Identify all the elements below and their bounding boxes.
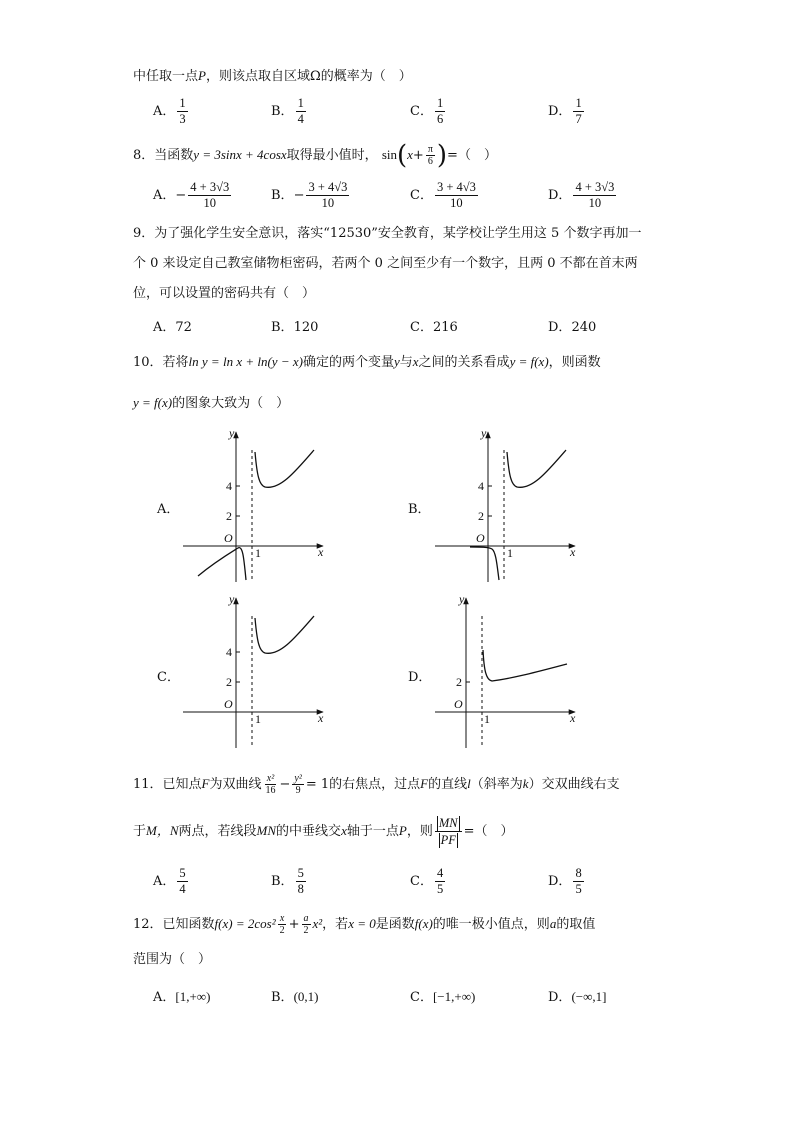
graph-a-tick-1: 1 — [255, 546, 261, 560]
graph-a-right-branch — [255, 450, 314, 487]
q8-option-a[interactable]: A．− $\frac{4 + 3√3}{10}$ — [153, 180, 230, 210]
graph-label-c[interactable]: C． — [157, 670, 180, 685]
graph-c-tick-4: 4 — [226, 645, 232, 659]
q8-option-b[interactable]: B．− $\frac{3 + 4√3}{10}$ — [271, 180, 348, 210]
q7-option-b[interactable]: B． $\frac{1}{4}$ — [271, 96, 304, 126]
q9-line-1: 9．为了强化学生安全意识，落实“12530”安全教育，某学校让学生用这 5 个数字再加一 — [133, 226, 642, 241]
graph-b-x-label: x — [570, 545, 576, 559]
graph-b-left-branch — [470, 547, 499, 580]
graph-b-tick-1: 1 — [507, 546, 513, 560]
graph-a-tick-4: 4 — [226, 479, 232, 493]
graph-d-tick-1: 1 — [484, 712, 490, 726]
graph-a — [183, 426, 324, 582]
graph-a-y-label: y — [229, 426, 235, 440]
graph-b-origin: O — [476, 531, 485, 545]
graph-c-y-label: y — [229, 592, 235, 606]
q12-option-b[interactable]: B．(0,1) — [271, 989, 319, 1005]
q7-stem: 中任取一点P，则该点取自区域Ω的概率为（ ） — [133, 68, 412, 84]
graph-b — [435, 426, 576, 582]
q9-line-3: 位，可以设置的密码共有（ ） — [133, 286, 316, 301]
q11-line-2: 于M，N两点，若线段MN的中垂线交x轴于一点P，则 $\frac{MN}{PF}$ =（ ） — [133, 816, 514, 847]
graph-d-tick-2: 2 — [456, 675, 462, 689]
graph-c-x-label: x — [318, 711, 324, 725]
graph-c-tick-2: 2 — [226, 675, 232, 689]
graph-c-origin: O — [224, 697, 233, 711]
q9-line-2: 个 0 来设定自己教室储物柜密码，若两个 0 之间至少有一个数字，且两 0 不都在首末两 — [133, 256, 638, 271]
q9-option-b[interactable]: B．120 — [271, 320, 319, 335]
graph-a-x-label: x — [318, 545, 324, 559]
q11-option-d[interactable]: D． $\frac{8}{5}$ — [548, 866, 582, 896]
graph-d-origin: O — [454, 697, 463, 711]
graph-label-a[interactable]: A． — [157, 502, 180, 517]
q12-line-2: 范围为（ ） — [133, 952, 212, 967]
q7-option-a[interactable]: A． $\frac{1}{3}$ — [153, 96, 186, 126]
graph-a-tick-2: 2 — [226, 509, 232, 523]
graph-d-curve — [483, 650, 567, 681]
graph-a-origin: O — [224, 531, 233, 545]
graph-b-tick-2: 2 — [478, 509, 484, 523]
q8-stem: 8．当函数y = 3sinx + 4cosx取得最小值时， sin(x+ $\frac{\pi}{6}$ )=（ ） — [133, 140, 497, 171]
graph-c — [183, 592, 324, 748]
graph-a-left-branch — [198, 548, 246, 580]
q9-option-d[interactable]: D．240 — [548, 320, 597, 335]
q11-option-a[interactable]: A． $\frac{5}{4}$ — [153, 866, 186, 896]
graph-b-right-branch — [507, 450, 566, 487]
q12-line-1: 12．已知函数f(x) = 2cos² $\frac{x}{2}$ + $\frac{a}{2}$ x²，若x = 0是函数f(x)的唯一极小值点，则a的取值 — [133, 913, 596, 936]
q7-option-d[interactable]: D． $\frac{1}{7}$ — [548, 96, 582, 126]
q9-option-a[interactable]: A．72 — [153, 320, 192, 335]
q11-line-1: 11．已知点F为双曲线 $\frac{\text{x²}}{16}$ − $\frac{\text{y²}}{9}$ = 1的右焦点，过点F的直线l（斜率为k）交双曲线右支 — [133, 773, 620, 796]
graph-d-y-label: y — [459, 592, 465, 606]
graph-d-x-label: x — [570, 711, 576, 725]
graph-label-b[interactable]: B． — [408, 502, 431, 517]
graph-b-tick-4: 4 — [478, 479, 484, 493]
q9-option-c[interactable]: C．216 — [410, 320, 458, 335]
q11-option-c[interactable]: C． $\frac{4}{5}$ — [410, 866, 444, 896]
graph-c-curve — [255, 616, 314, 653]
q8-option-d[interactable]: D． $\frac{4 + 3√3}{10}$ — [548, 180, 615, 210]
graph-c-tick-1: 1 — [255, 712, 261, 726]
graph-d — [435, 592, 576, 748]
q8-option-c[interactable]: C． $\frac{3 + 4√3}{10}$ — [410, 180, 476, 210]
q11-option-b[interactable]: B． $\frac{5}{8}$ — [271, 866, 304, 896]
q10-line-1: 10．若将ln y = ln x + ln(y − x)确定的两个变量y与x之间的关系看成y = f(x)，则函数 — [133, 354, 601, 370]
q12-option-a[interactable]: A．[1,+∞) — [153, 989, 211, 1005]
q7-option-c[interactable]: C． $\frac{1}{6}$ — [410, 96, 444, 126]
graph-b-y-label: y — [481, 426, 487, 440]
graph-label-d[interactable]: D． — [408, 670, 432, 685]
q12-option-d[interactable]: D．(−∞,1] — [548, 989, 607, 1005]
q12-option-c[interactable]: C．[−1,+∞) — [410, 989, 476, 1005]
q10-line-2: y = f(x)的图象大致为（ ） — [133, 395, 290, 411]
